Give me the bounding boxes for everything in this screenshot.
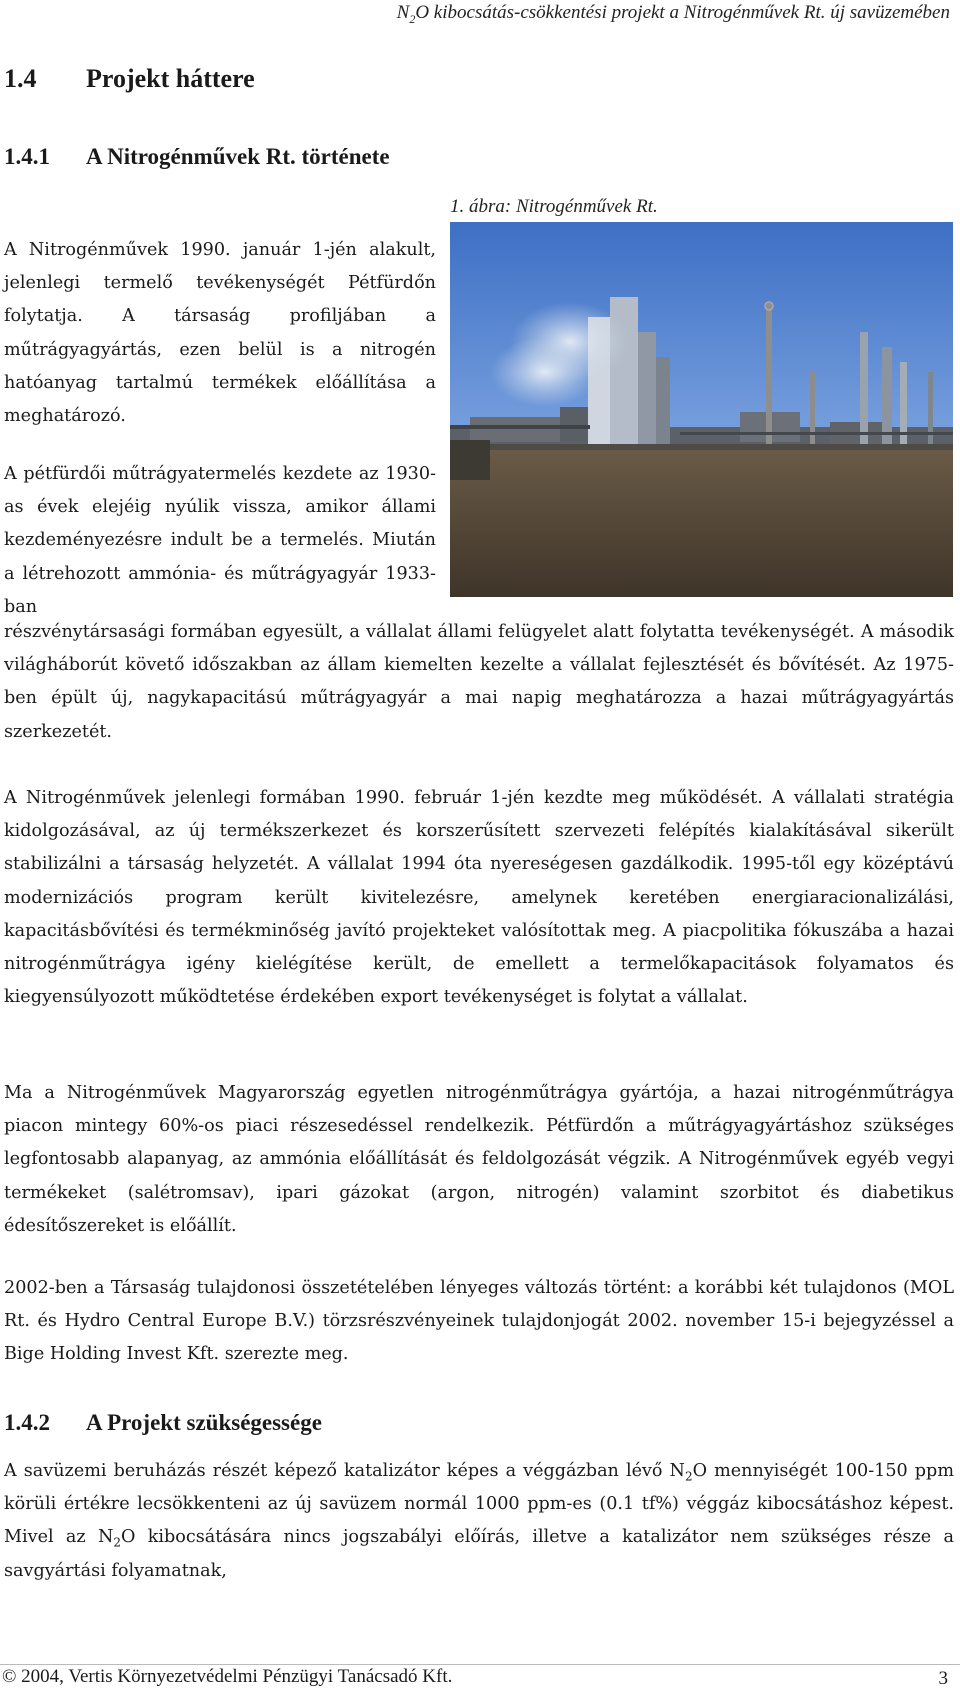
paragraph-history-start: A pétfürdői műtrágyatermelés kezdete az 1930-as évek elejéig nyúlik vissza, amikor állami kezdeményezésre indult be a termelés. Miután a létrehozott ammónia- és műtrágyagyár 1933-ban (4, 464, 436, 617)
subscript-two: 2 (409, 11, 416, 26)
section-title: A Projekt szükségessége (86, 1410, 322, 1435)
section-number: 1.4.2 (4, 1410, 50, 1435)
paragraph-market: Ma a Nitrogénművek Magyarország egyetlen nitrogénműtrágya gyártója, a hazai nitrogénműtrágya piacon mintegy 60%-os piaci részesedéssel rendelkezik. Pétfürdőn a műtrágyagyártáshoz szükséges legfontosabb alapanyag, az ammónia előállítását és feldolgozását végzik. A Nitrogénművek egyéb vegyi termékeket (salétromsav), ipari gázokat (argon, nitrogén) valamint szorbitot és diabetikus édesítőszereket is előállít. (4, 1083, 954, 1236)
figure-caption: 1. ábra: Nitrogénművek Rt. (450, 196, 658, 217)
paragraph-history-continued: részvénytársasági formában egyesült, a vállalat állami felügyelet alatt folytatta tevékenységét. A második világháborút követő időszakban az állam kiemelten kezelte a vállalat fejlesztését és bővítését. Az 1975-ben épült új, nagykapacitású műtrágyagyár a mai napig meghatározza a hazai műtrágyagyártás szerkezetét. (4, 622, 954, 742)
section-title: A Nitrogénművek Rt. története (86, 144, 390, 169)
running-header: $N_2O$ kibocsátás-csökkentési projekt a Nitrogénművek Rt. új savüzemében (396, 2, 950, 26)
section-heading-1-4-2 (4, 1410, 322, 1436)
section-title: Projekt háttere (86, 64, 255, 93)
paragraph-project-need: A savüzemi beruházás részét képező katalizátor képes a véggázban lévő $N_2O$ mennyiségét 100-150 ppm körüli értékre lecsökkenteni az új savüzem normál 1000 ppm-es (0.1 tf%) véggáz kibocsátáshoz képest. Mivel az $N_2O$ kibocsátására nincs jogszabályi előírás, illetve a katalizátor nem szükséges része a savgyártási folyamatnak, (4, 1461, 955, 1581)
figure-plant-photo (450, 196, 953, 597)
section-number: 1.4.1 (4, 144, 50, 169)
paragraph-operations: A Nitrogénművek jelenlegi formában 1990. február 1-jén kezdte meg működését. A vállalati stratégia kidolgozásával, az új termékszerkezet és korszerűsített szervezeti felépítés kialakításával sikerült stabilizálni a társaság helyzetét. A vállalat 1994 óta nyereségesen gazdálkodik. 1995-től egy középtávú modernizációs program került kivitelezésre, amelynek keretében energiaracionalizálási, kapacitásbővítési és termékminőség javító projekteket valósítottak meg. A piacpolitika fókuszába a hazai nitrogénműtrágya igény kielégítése került, de emellett a termelőkapacitások folyamatos és kiegyensúlyozott működtetése érdekében export tevékenységet is folytat a vállalat. (4, 788, 954, 1008)
section-number: 1.4 (4, 64, 37, 93)
page-number: 3 (938, 1668, 948, 1689)
plant-photo (450, 222, 953, 597)
subscript-two: 2 (684, 1469, 693, 1484)
footer-copyright: © 2004, Vertis Környezetvédelmi Pénzügyi Tanácsadó Kft. (2, 1666, 453, 1687)
subscript-two: 2 (113, 1535, 121, 1550)
paragraph-ownership: 2002-ben a Társaság tulajdonosi összetételében lényeges változás történt: a korábbi két tulajdonos (MOL Rt. és Hydro Central Europe B.V.) törzsrészvényeinek tulajdonjogát 2002. november 15-i bejegyzéssel a Bige Holding Invest Kft. szerezte meg. (4, 1278, 954, 1365)
paragraph-intro: A Nitrogénművek 1990. január 1-jén alakult, jelenlegi termelő tevékenységét Pétfürdőn folytatja. A társaság profiljában a műtrágyagyártás, ezen belül is a nitrogén hatóanyag tartalmú termékek előállítása a meghatározó. (4, 240, 436, 427)
section-heading-1-4 (4, 64, 255, 94)
footer-divider (0, 1664, 960, 1665)
section-heading-1-4-1 (4, 144, 390, 170)
